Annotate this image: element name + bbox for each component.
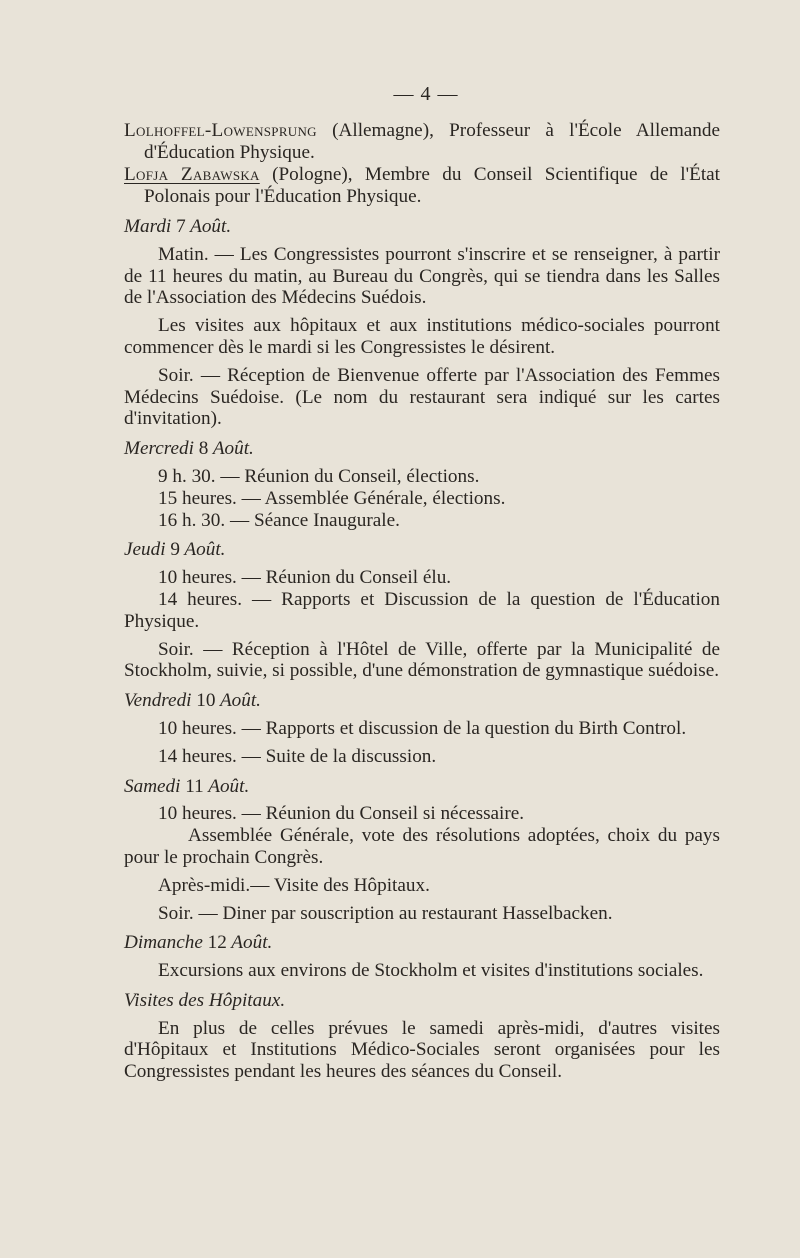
participant-entry-1: [124, 120, 720, 164]
schedule-line: 9 h. 30. — Réunion du Conseil, élections.: [158, 465, 480, 487]
schedule-paragraph: 14 heures. — Suite de la discussion.: [158, 745, 437, 767]
participant-description: (Allemagne), Professeur à l'École Allemande d'Éducation Physique.: [144, 119, 720, 163]
schedule-line: 15 heures. — Assemblée Générale, élections.: [158, 487, 506, 509]
day-heading-vendredi: [124, 690, 720, 712]
schedule-paragraph: Excursions aux environs de Stockholm et visites d'institutions sociales.: [158, 960, 704, 982]
schedule-paragraph: En plus de celles prévues le samedi après-midi, d'autres visites d'Hôpitaux et Institutions Médico-Sociales seront organisées pour les Congressistes pendant les heures des séances du Conseil.: [124, 1017, 720, 1083]
page-number: — 4 —: [393, 83, 459, 105]
day-number: 9: [170, 539, 180, 561]
schedule-paragraph: Matin. — Les Congressistes pourront s'inscrire et se renseigner, à partir de 11 heures du matin, au Bureau du Congrès, qui se tiendra dans les Salles de l'Association des Médecins Suédois.: [124, 243, 720, 309]
day-label: Jeudi: [124, 539, 166, 561]
schedule-line: 10 heures. — Réunion du Conseil si nécessaire.: [158, 803, 525, 825]
schedule-paragraph: 10 heures. — Rapports et discussion de la question du Birth Control.: [158, 717, 687, 739]
section-heading-visites: Visites des Hôpitaux.: [124, 989, 286, 1011]
participant-description: (Pologne), Membre du Conseil Scientifique de l'État Polonais pour l'Éducation Physique.: [144, 164, 720, 208]
schedule-line: 10 heures. — Réunion du Conseil élu.: [158, 567, 452, 589]
day-label: Dimanche: [124, 932, 203, 954]
day-number: 10: [196, 690, 216, 712]
participant-name: Lofja Zabawska: [124, 164, 260, 186]
schedule-paragraph: 14 heures. — Rapports et Discussion de la question de l'Éducation Physique.: [124, 588, 720, 632]
day-month: Août.: [231, 932, 273, 954]
day-heading-dimanche: [124, 932, 720, 954]
day-label: Samedi: [124, 775, 181, 797]
day-heading-jeudi: [124, 539, 720, 561]
schedule-line: 16 h. 30. — Séance Inaugurale.: [158, 509, 400, 531]
day-month: Août.: [208, 775, 250, 797]
day-number: 12: [207, 932, 227, 954]
day-number: 7: [176, 215, 186, 237]
day-number: 8: [198, 438, 209, 460]
day-month: Août.: [184, 539, 226, 561]
day-month: Août.: [219, 690, 261, 712]
schedule-paragraph: Soir. — Réception à l'Hôtel de Ville, offerte par la Municipalité de Stockholm, suivie, si possible, d'une démonstration de gymnastique suédoise.: [124, 638, 720, 682]
page-content: [124, 84, 720, 1089]
participant-entry-2: [124, 164, 720, 208]
schedule-paragraph: Les visites aux hôpitaux et aux institutions médico-sociales pourront commencer dès le mardi si les Congressistes le désirent.: [124, 315, 720, 358]
day-heading-mardi: [124, 216, 720, 238]
day-label: Mardi: [124, 215, 172, 237]
day-month: Août.: [212, 438, 254, 460]
schedule-paragraph: Soir. — Réception de Bienvenue offerte par l'Association des Femmes Médecins Suédoise. (Le nom du restaurant sera indiqué sur les cartes d'invitation).: [124, 364, 720, 430]
schedule-line: Après-midi.— Visite des Hôpitaux.: [158, 874, 430, 896]
participant-name: Lolhoffel-Lowensprung: [124, 119, 317, 141]
day-month: Août.: [190, 215, 232, 237]
day-heading-mercredi: [124, 438, 720, 460]
day-number: 11: [185, 775, 204, 797]
schedule-line: Soir. — Diner par souscription au restaurant Hasselbacken.: [158, 902, 613, 924]
day-label: Vendredi: [124, 690, 192, 712]
day-heading-samedi: [124, 776, 720, 798]
day-label: Mercredi: [124, 438, 194, 460]
schedule-paragraph: Assemblée Générale, vote des résolutions adoptées, choix du pays pour le prochain Congrès.: [124, 825, 720, 868]
